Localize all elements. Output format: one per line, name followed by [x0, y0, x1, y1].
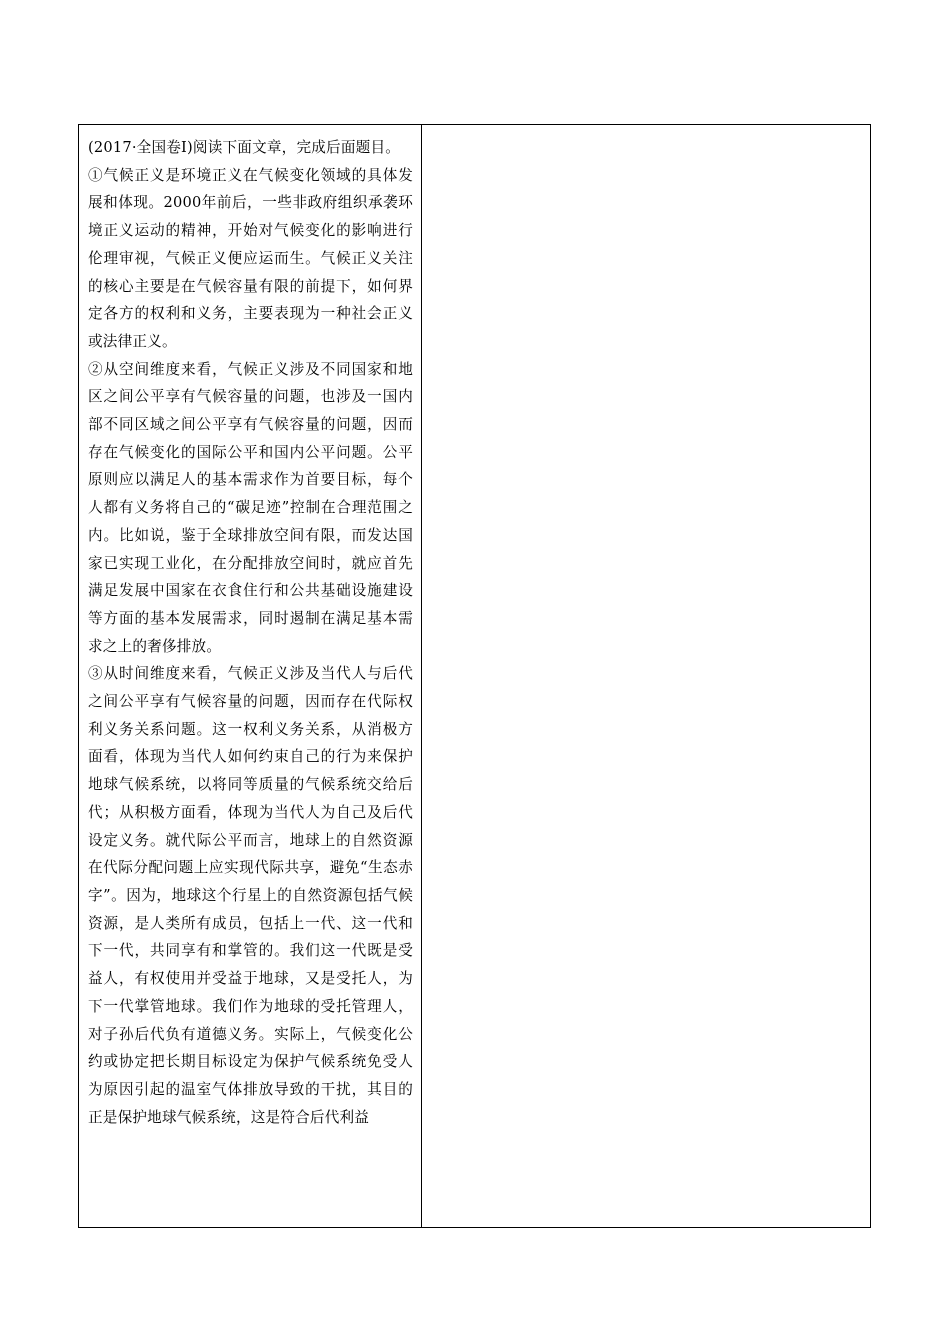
column-divider [421, 124, 422, 1228]
paragraph-3: ③从时间维度来看，气候正义涉及当代人与后代之间公平享有气候容量的问题，因而存在代际权利义务关系问题。这一权利义务关系，从消极方面看，体现为当代人如何约束自己的行为来保护地球气候系统，以将同等质量的气候系统交给后代；从积极方面看，体现为当代人为自己及后代设定义务。就代际公平而言，地球上的自然资源在代际分配问题上应实现代际共享，避免“生态赤字”。因为，地球这个行星上的自然资源包括气候资源，是人类所有成员，包括上一代、这一代和下一代，共同享有和掌管的。我们这一代既是受益人，有权使用并受益于地球，又是受托人，为下一代掌管地球。我们作为地球的受托管理人，对子孙后代负有道德义务。实际上，气候变化公约或协定把长期目标设定为保护气候系统免受人为原因引起的温室气体排放导致的干扰，其目的正是保护地球气候系统，这是符合后代利益 [88, 665, 413, 1126]
paragraph-1: ①气候正义是环境正义在气候变化领域的具体发展和体现。2000年前后，一些非政府组织承袭环境正义运动的精神，开始对气候变化的影响进行伦理审视，气候正义便应运而生。气候正义关注的核心主要是在气候容量有限的前提下，如何界定各方的权利和义务，主要表现为一种社会正义或法律正义。 [88, 166, 413, 350]
passage-column [88, 134, 413, 1131]
paragraph-2: ②从空间维度来看，气候正义涉及不同国家和地区之间公平享有气候容量的问题，也涉及一国内部不同区域之间公平享有气候容量的问题，因而存在气候变化的国际公平和国内公平问题。公平原则应以满足人的基本需求作为首要目标，每个人都有义务将自己的“碳足迹”控制在合理范围之内。比如说，鉴于全球排放空间有限，而发达国家已实现工业化，在分配排放空间时，就应首先满足发展中国家在衣食住行和公共基础设施建设等方面的基本发展需求，同时遏制在满足基本需求之上的奢侈排放。 [88, 360, 413, 655]
source-line: (2017·全国卷Ⅰ)阅读下面文章，完成后面题目。 [88, 139, 401, 156]
